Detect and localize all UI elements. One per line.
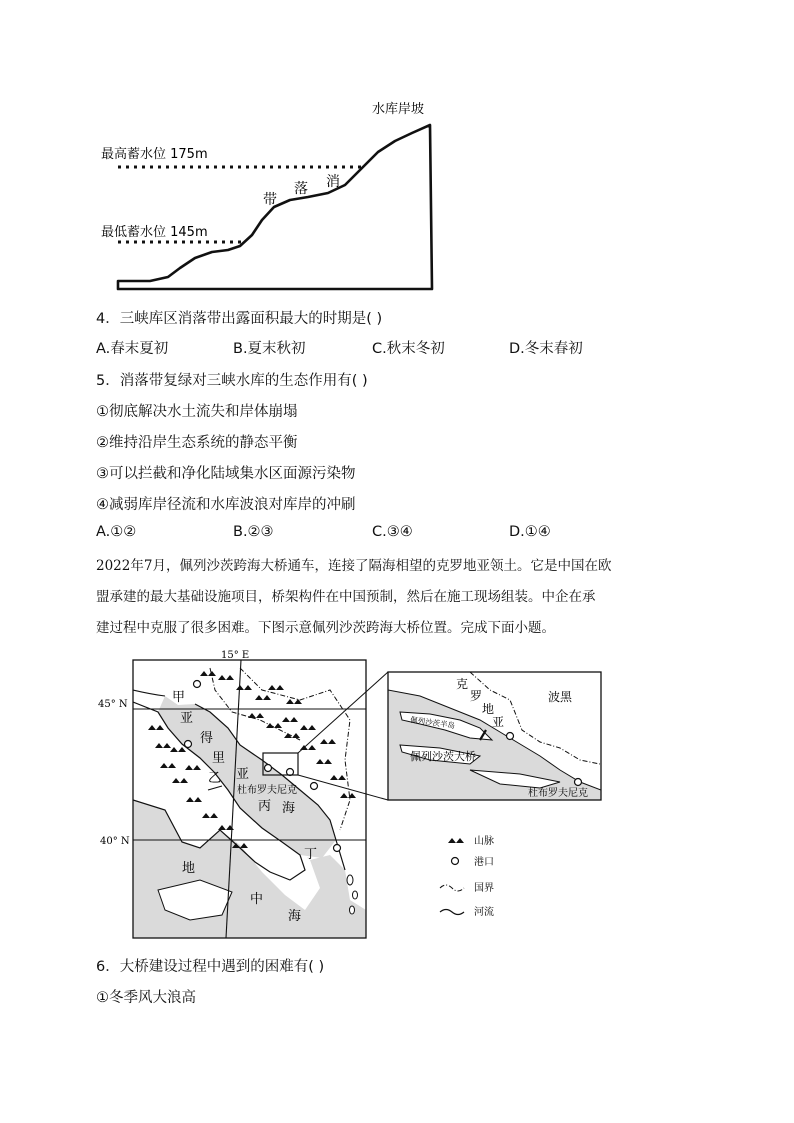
legend-mountain-label: 山脉 <box>474 836 494 847</box>
q6-stem: 6．大桥建设过程中遇到的困难有( ) <box>96 959 325 975</box>
zone-char-2: 落 <box>294 181 308 197</box>
inset-croatia-char-4: 亚 <box>492 715 505 729</box>
legend-mountain-icon <box>448 838 464 843</box>
place-bing: 丙 <box>258 799 272 814</box>
inset-croatia-char-3: 地 <box>482 702 495 716</box>
legend-river-icon <box>440 910 464 915</box>
q5-option-a: A.①② <box>96 524 137 540</box>
land-char-1: 地 <box>182 861 196 876</box>
map-legend <box>440 834 494 918</box>
q5-statement-4: ④减弱库岸径流和水库波浪对库岸的冲刷 <box>96 497 356 513</box>
passage-line-3: 建过程中克服了很多困难。下图示意佩列沙茨跨海大桥位置。完成下面小题。 <box>96 620 555 636</box>
dubrovnik-label: 杜布罗夫尼克 <box>237 785 297 796</box>
q4-option-a: A.春末夏初 <box>96 341 169 357</box>
inset-croatia-char-1: 克 <box>456 677 469 691</box>
legend-border-label: 国界 <box>474 883 494 894</box>
sea-char-5: 海 <box>282 801 296 816</box>
q5-statement-1: ①彻底解决水土流失和岸体崩塌 <box>96 404 298 420</box>
place-yi: 乙 <box>208 771 222 786</box>
label-min-level: 最低蓄水位 145m <box>101 225 208 240</box>
legend-port-icon <box>452 858 459 865</box>
sea-char-1: 亚 <box>180 711 194 726</box>
sea-char-3: 里 <box>212 751 226 766</box>
inset-dubrovnik-label: 杜布罗夫尼克 <box>528 788 588 799</box>
passage-line-2: 盟承建的最大基础设施项目，桥架构件在中国预制，然后在施工现场组装。中企在承 <box>96 589 596 605</box>
zone-char-1: 带 <box>263 192 277 208</box>
inset-bosnia-label: 波黑 <box>548 690 573 704</box>
inset-croatia-char-2: 罗 <box>470 689 483 703</box>
legend-river-label: 河流 <box>474 907 494 918</box>
label-max-level: 最高蓄水位 175m <box>101 147 208 162</box>
lat-45-label: 45° N <box>98 699 128 710</box>
zone-char-3: 消 <box>326 174 340 190</box>
q5-statement-3: ③可以拦截和净化陆域集水区面源污染物 <box>96 466 356 482</box>
passage-line-1: 2022年7月，佩列沙茨跨海大桥通车，连接了隔海相望的克罗地亚领土。它是中国在欧 <box>96 558 612 574</box>
inset-bridge-label: 佩列沙茨大桥 <box>410 750 476 763</box>
label-slope: 水库岸坡 <box>372 102 425 117</box>
q6-statement-1: ①冬季风大浪高 <box>96 990 196 1006</box>
q5-option-d: D.①④ <box>509 524 551 540</box>
place-jia: 甲 <box>172 690 186 705</box>
q5-stem: 5．消落带复绿对三峡水库的生态作用有( ) <box>96 373 368 389</box>
q4-stem: 4．三峡库区消落带出露面积最大的时期是( ) <box>96 311 383 327</box>
q5-option-c: C.③④ <box>372 524 413 540</box>
inset-peninsula-label: 佩列沙茨半岛 <box>409 715 456 731</box>
sea-char-2: 得 <box>200 731 214 746</box>
q5-option-b: B.②③ <box>233 524 274 540</box>
reservoir-profile-figure <box>0 0 794 300</box>
sea-char-4: 亚 <box>236 767 250 782</box>
inset-port-1 <box>507 733 514 740</box>
land-char-3: 海 <box>288 909 302 924</box>
q4-option-c: C.秋末冬初 <box>372 341 445 357</box>
inset-port-2 <box>575 779 582 786</box>
q4-option-b: B.夏末秋初 <box>233 341 306 357</box>
q5-statement-2: ②维持沿岸生态系统的静态平衡 <box>96 435 298 451</box>
legend-border-icon <box>440 885 464 891</box>
place-ding: 丁 <box>304 847 318 862</box>
land-char-2: 中 <box>250 892 264 907</box>
lat-40-label: 40° N <box>100 836 130 847</box>
q4-option-d: D.冬末春初 <box>509 341 583 357</box>
legend-port-label: 港口 <box>474 857 494 868</box>
lon-15-label: 15° E <box>221 650 250 661</box>
adriatic-map-figure <box>0 640 794 945</box>
